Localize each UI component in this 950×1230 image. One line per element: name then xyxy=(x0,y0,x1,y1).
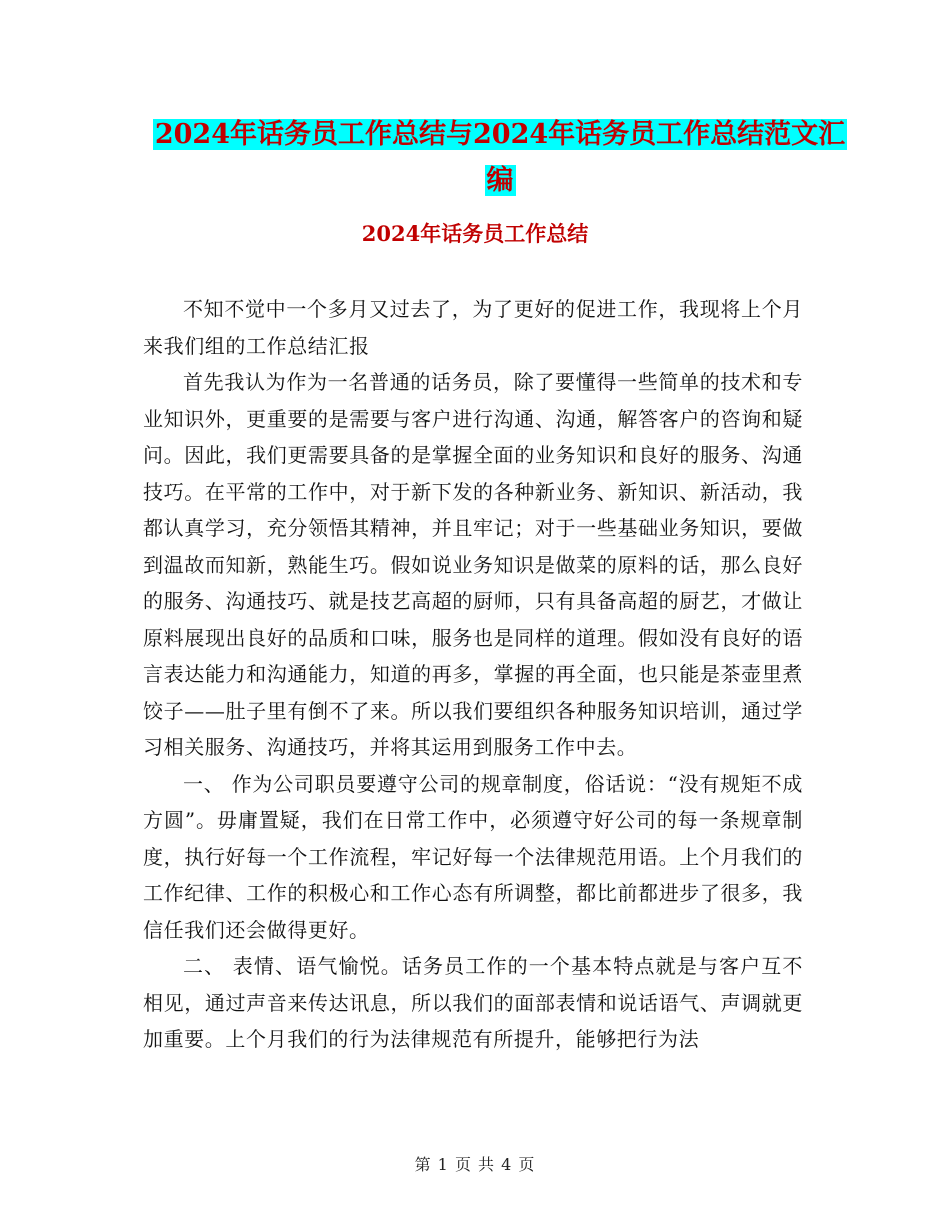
section-title: 2024年话务员工作总结 xyxy=(361,221,589,246)
paragraph-rules: 一、 作为公司职员要遵守公司的规章制度，俗话说：“没有规矩不成方圆”。毋庸置疑，我们在日常工作中，必须遵守好公司的每一条规章制度，执行好每一个工作流程，牢记好每一个法律规范用语。上个月我们的工作纪律、工作的积极心和工作心态有所调整，都比前都进步了很多，我信任我们还会做得更好。 xyxy=(143,771,803,942)
paragraph-knowledge: 首先我认为作为一名普通的话务员，除了要懂得一些简单的技术和专业知识外，更重要的是需要与客户进行沟通、沟通，解答客户的咨询和疑问。因此，我们更需要具备的是掌握全面的业务知识和良好的服务、沟通技巧。在平常的工作中，对于新下发的各种新业务、新知识、新活动，我都认真学习，充分领悟其精神，并且牢记；对于一些基础业务知识，要做到温故而知新，熟能生巧。假如说业务知识是做菜的原料的话，那么良好的服务、沟通技巧、就是技艺高超的厨师，只有具备高超的厨艺，才做让原料展现出良好的品质和口味，服务也是同样的道理。假如没有良好的语言表达能力和沟通能力，知道的再多，掌握的再全面，也只能是茶壶里煮饺子——肚子里有倒不了来。所以我们要组织各种服务知识培训，通过学习相关服务、沟通技巧，并将其运用到服务工作中去。 xyxy=(143,370,803,759)
document-title xyxy=(150,112,850,204)
paragraph-tone: 二、 表情、语气愉悦。话务员工作的一个基本特点就是与客户互不相见，通过声音来传达讯息，所以我们的面部表情和说话语气、声调就更加重要。上个月我们的行为法律规范有所提升，能够把行为法 xyxy=(143,954,803,1051)
document-title-text: 2024年话务员工作总结与2024年话务员工作总结范文汇编 xyxy=(154,119,846,196)
page-footer: 第 1 页 共 4 页 xyxy=(414,1155,536,1174)
document-body xyxy=(143,291,803,1058)
paragraph-intro: 不知不觉中一个多月又过去了，为了更好的促进工作，我现将上个月来我们组的工作总结汇报 xyxy=(143,297,803,358)
